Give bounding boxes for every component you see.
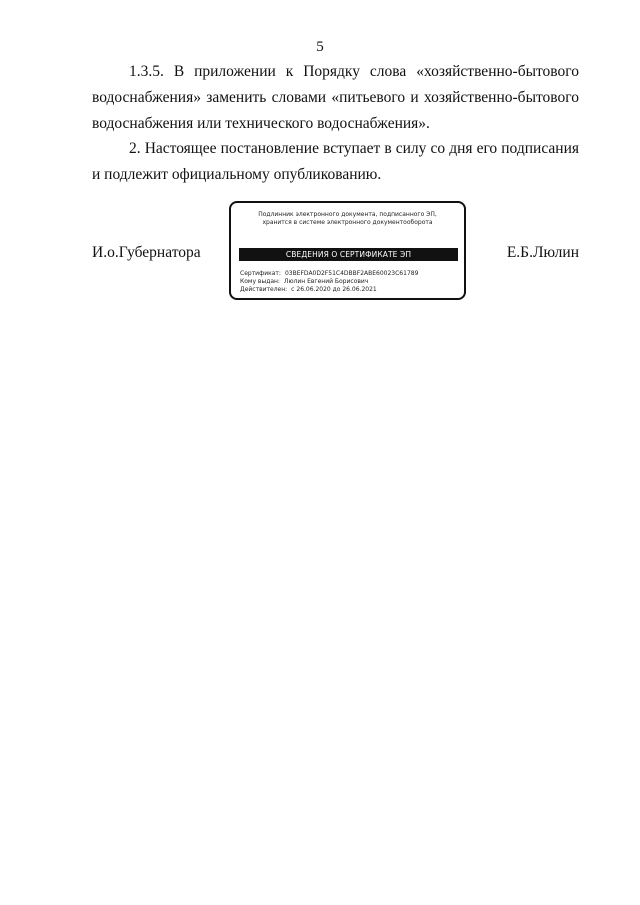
valid-label: Действителен: (240, 286, 288, 293)
certificate-label: Сертификат: (240, 270, 281, 277)
stamp-valid-row (240, 286, 418, 294)
paragraph-2: 2. Настоящее постановление вступает в силу со дня его подписания и подлежит официальному опубликованию. (92, 140, 579, 183)
page-number: 5 (316, 39, 324, 55)
signatory-position: И.о.Губернатора (92, 244, 201, 261)
issued-to-label: Кому выдан: (240, 278, 280, 285)
valid-value: с 26.06.2020 до 26.06.2021 (291, 286, 377, 293)
stamp-note-line-2: хранится в системе электронного документооборота (262, 219, 433, 226)
stamp-note-line-1: Подлинник электронного документа, подписанного ЭП, (258, 211, 437, 218)
stamp-issued-to-row (240, 278, 418, 286)
paragraph-1-3-5: 1.3.5. В приложении к Порядку слова «хозяйственно-бытового водоснабжения» заменить словами «питьевого и хозяйственно-бытового водоснабжения или технического водоснабжения». (92, 63, 579, 132)
certificate-value: 03BEFDA0D2F51C4DBBF2ABE60023C61789 (284, 270, 419, 277)
electronic-signature-stamp (229, 201, 466, 300)
stamp-note (231, 211, 464, 227)
stamp-header: СВЕДЕНИЯ О СЕРТИФИКАТЕ ЭП (239, 248, 458, 261)
stamp-details (240, 270, 418, 294)
issued-to-value: Люлин Евгений Борисович (283, 278, 369, 285)
signatory-name: Е.Б.Люлин (506, 244, 579, 261)
stamp-certificate-row (240, 270, 418, 278)
